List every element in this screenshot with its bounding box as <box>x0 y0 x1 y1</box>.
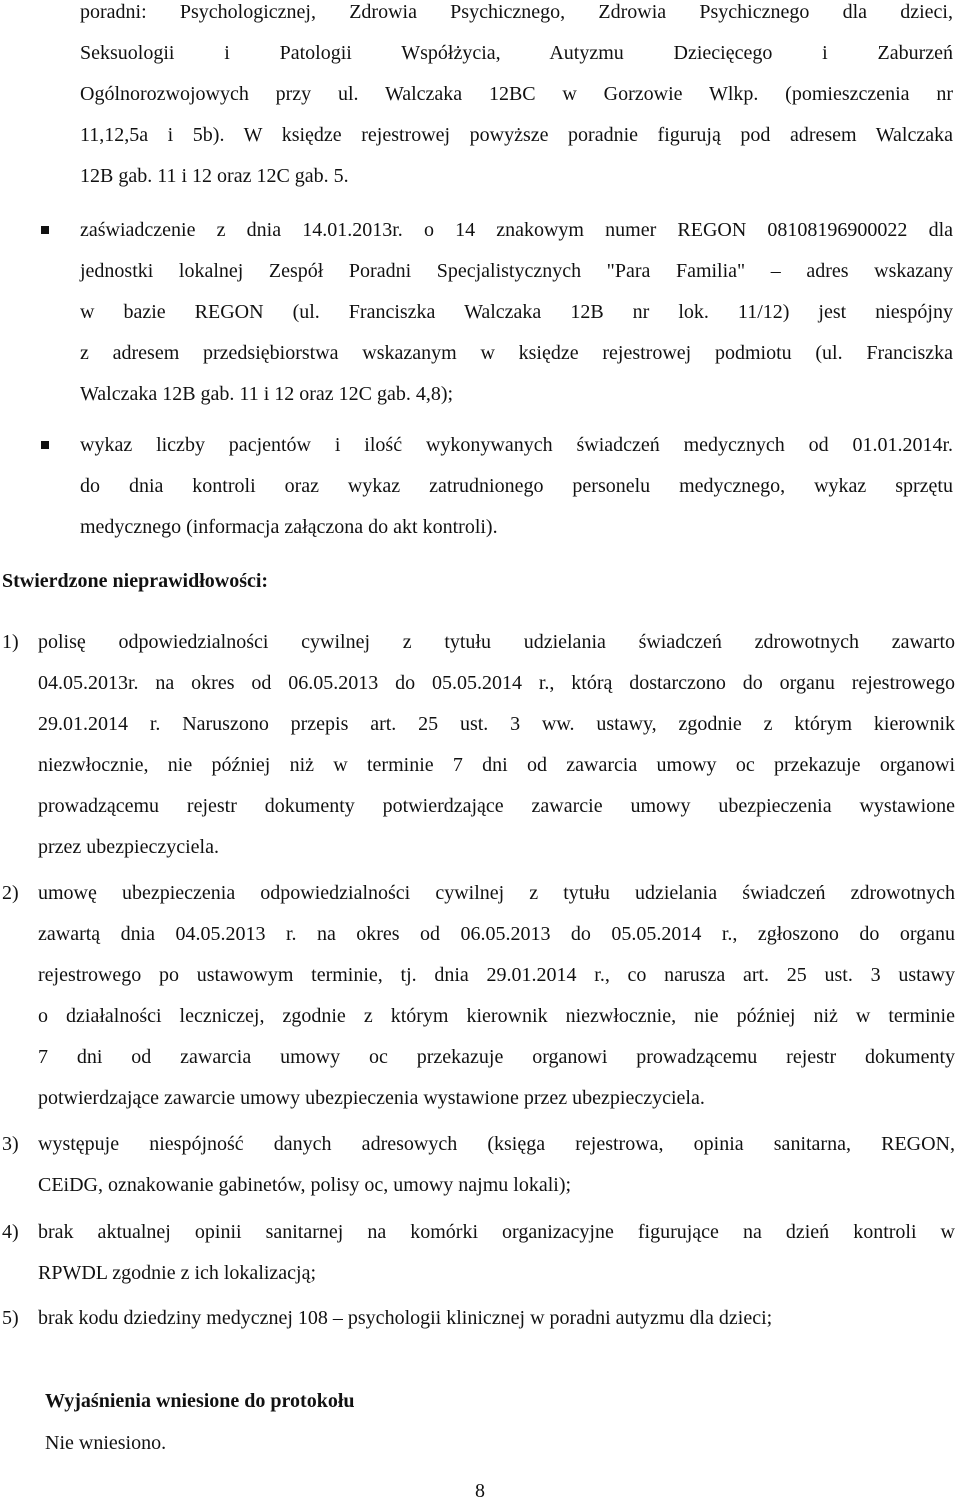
finding-line: RPWDL zgodnie z ich lokalizacją; <box>38 1262 317 1284</box>
findings-heading: Stwierdzone nieprawidłowości: <box>2 570 269 592</box>
bullet-line: w bazie REGON (ul. Franciszka Walczaka 12B nr lok. 11/12) jest niespójny <box>80 301 953 323</box>
bullet-item <box>80 210 953 415</box>
finding-number: 1) <box>2 631 19 653</box>
finding-line: 29.01.2014 r. Naruszono przepis art. 25 ust. 3 ww. ustawy, zgodnie z którym kierownik <box>38 713 955 735</box>
finding-line: niezwłocznie, nie później niż w terminie 7 dni od zawarcia umowy oc przekazuje organowi <box>38 754 955 776</box>
bullet-item <box>80 425 953 548</box>
finding-line: 7 dni od zawarcia umowy oc przekazuje organowi prowadzącemu rejestr dokumenty <box>38 1046 955 1068</box>
finding-number: 3) <box>2 1133 19 1155</box>
bullet-line: medycznego (informacja załączona do akt kontroli). <box>80 516 498 538</box>
finding-item <box>38 1212 955 1294</box>
bullet-line: zaświadczenie z dnia 14.01.2013r. o 14 znakowym numer REGON 08108196900022 dla <box>80 219 953 241</box>
intro-paragraph <box>80 0 953 197</box>
bullet-line: jednostki lokalnej Zespół Poradni Specjalistycznych "Para Familia" – adres wskazany <box>80 260 953 282</box>
finding-item <box>38 622 955 868</box>
finding-line: rejestrowego po ustawowym terminie, tj. dnia 29.01.2014 r., co narusza art. 25 ust. 3 ustawy <box>38 964 955 986</box>
square-bullet-icon <box>41 226 49 234</box>
intro-line: 12B gab. 11 i 12 oraz 12C gab. 5. <box>80 165 349 187</box>
explanations-text: Nie wniesiono. <box>45 1432 167 1454</box>
finding-item <box>38 1124 955 1206</box>
finding-line: 04.05.2013r. na okres od 06.05.2013 do 05.05.2014 r., którą dostarczono do organu rejestrowego <box>38 672 955 694</box>
explanations-heading: Wyjaśnienia wniesione do protokołu <box>45 1390 355 1412</box>
finding-line: prowadzącemu rejestr dokumenty potwierdzające zawarcie umowy ubezpieczenia wystawione <box>38 795 955 817</box>
intro-line: Ogólnorozwojowych przy ul. Walczaka 12BC w Gorzowie Wlkp. (pomieszczenia nr <box>80 83 953 105</box>
bullet-line: wykaz liczby pacjentów i ilość wykonywanych świadczeń medycznych od 01.01.2014r. <box>80 434 953 456</box>
square-bullet-icon <box>41 441 49 449</box>
finding-line: przez ubezpieczyciela. <box>38 836 219 858</box>
finding-line: polisę odpowiedzialności cywilnej z tytułu udzielania świadczeń zdrowotnych zawarto <box>38 631 955 653</box>
intro-line: 11,12,5a i 5b). W księdze rejestrowej powyższe poradnie figurują pod adresem Walczaka <box>80 124 953 146</box>
finding-line: umowę ubezpieczenia odpowiedzialności cywilnej z tytułu udzielania świadczeń zdrowotnych <box>38 882 955 904</box>
intro-line: poradni: Psychologicznej, Zdrowia Psychicznego, Zdrowia Psychicznego dla dzieci, <box>80 1 953 23</box>
bullet-line: Walczaka 12B gab. 11 i 12 oraz 12C gab. 4,8); <box>80 383 454 405</box>
finding-line: potwierdzające zawarcie umowy ubezpieczenia wystawione przez ubezpieczyciela. <box>38 1087 705 1109</box>
finding-number: 2) <box>2 882 19 904</box>
bullet-line: do dnia kontroli oraz wykaz zatrudnionego personelu medycznego, wykaz sprzętu <box>80 475 953 497</box>
finding-line: występuje niespójność danych adresowych (księga rejestrowa, opinia sanitarna, REGON, <box>38 1133 955 1155</box>
finding-line: zawartą dnia 04.05.2013 r. na okres od 06.05.2013 do 05.05.2014 r., zgłoszono do organu <box>38 923 955 945</box>
finding-line: o działalności leczniczej, zgodnie z którym kierownik niezwłocznie, nie później niż w terminie <box>38 1005 955 1027</box>
finding-line: brak kodu dziedziny medycznej 108 – psychologii klinicznej w poradni autyzmu dla dzieci; <box>38 1307 773 1329</box>
finding-number: 5) <box>2 1307 19 1329</box>
finding-number: 4) <box>2 1221 19 1243</box>
finding-line: CEiDG, oznakowanie gabinetów, polisy oc, umowy najmu lokali); <box>38 1174 572 1196</box>
intro-line: Seksuologii i Patologii Współżycia, Autyzmu Dziecięcego i Zaburzeń <box>80 42 953 64</box>
bullet-line: z adresem przedsiębiorstwa wskazanym w księdze rejestrowej podmiotu (ul. Franciszka <box>80 342 953 364</box>
finding-item <box>38 873 955 1119</box>
finding-line: brak aktualnej opinii sanitarnej na komórki organizacyjne figurujące na dzień kontroli w <box>38 1221 955 1243</box>
page-number: 8 <box>475 1480 485 1502</box>
finding-item <box>38 1298 955 1339</box>
